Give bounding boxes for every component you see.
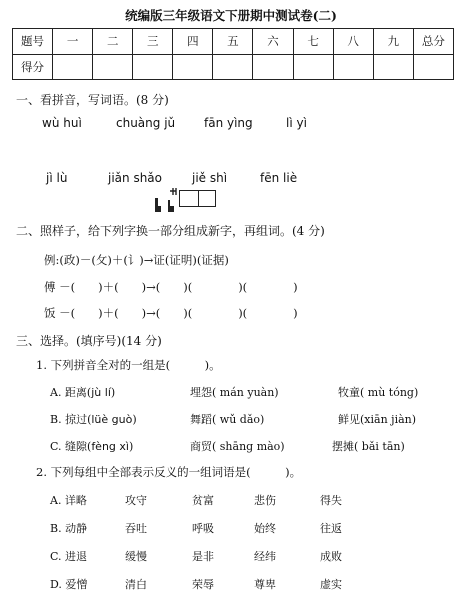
word-option: 尊卑 [254, 578, 276, 591]
option-pinyin: fèng xì [91, 440, 129, 453]
score-header-cell: 七 [293, 29, 333, 55]
score-input-cell[interactable] [333, 54, 373, 80]
option-a [50, 384, 115, 400]
score-header-cell: 题号 [13, 29, 53, 55]
option-c [50, 438, 133, 454]
pinyin-prompt: jiě shì [192, 171, 228, 185]
word-option: D. 爱憎 [50, 578, 88, 591]
option-label: B. 掠过( [50, 413, 92, 426]
option-b [50, 411, 137, 427]
option-b-word2: 舞蹈( wǔ dǎo) [190, 413, 265, 426]
score-input-cell[interactable] [293, 54, 333, 80]
score-input-cell[interactable] [133, 54, 173, 80]
score-input-cell[interactable] [373, 54, 413, 80]
page-title: 统编版三年级语文下册期中测试卷(二) [125, 8, 337, 23]
option-label: A. 距离( [50, 386, 92, 399]
word-option: 荣辱 [192, 578, 214, 591]
word-option: 始终 [254, 522, 276, 535]
word-option: 虚实 [320, 578, 342, 591]
score-table-score-row [13, 54, 454, 80]
word-option: 呼吸 [192, 522, 214, 535]
option-close: ) [128, 440, 134, 453]
section2-heading: 二、照样子，给下列字换一部分组成新字，再组词。(4 分) [16, 224, 325, 238]
score-input-cell[interactable] [253, 54, 293, 80]
section1-heading: 一、看拼音，写词语。(8 分) [16, 93, 169, 107]
score-header-cell: 总分 [413, 29, 453, 55]
pinyin-prompt: jiǎn shǎo [108, 171, 162, 185]
word-option: 是非 [192, 550, 214, 563]
score-header-cell: 九 [373, 29, 413, 55]
score-input-cell[interactable] [213, 54, 253, 80]
score-header-cell: 四 [173, 29, 213, 55]
word-option: 吞吐 [125, 522, 147, 535]
word-option: 缓慢 [125, 550, 147, 563]
score-header-cell: 六 [253, 29, 293, 55]
score-table [12, 28, 454, 80]
word-option: 得失 [320, 494, 342, 507]
writing-grid-box[interactable] [179, 190, 216, 207]
question-stem: 2. 下列每组中全部表示反义的一组词语是( )。 [36, 465, 302, 479]
word-option: 悲伤 [254, 494, 276, 507]
option-close: ) [132, 413, 137, 426]
pinyin-prompt: lì yì [286, 116, 307, 130]
word-option: 经纬 [254, 550, 276, 563]
option-a-word2: 埋怨( mán yuàn) [190, 386, 279, 399]
option-pinyin: lüè guò [91, 413, 133, 426]
exercise-line: 饭 －( )＋( )→( )( )( ) [44, 306, 298, 320]
image-fragment-mark [154, 186, 180, 214]
question-stem: 1. 下列拼音全对的一组是( )。 [36, 358, 221, 372]
pinyin-prompt: fān yìng [204, 116, 253, 130]
pinyin-prompt: chuàng jǔ [116, 116, 176, 130]
option-c-word3: 摆摊( bǎi tān) [332, 440, 405, 453]
word-option: 往返 [320, 522, 342, 535]
score-header-cell: 一 [53, 29, 93, 55]
option-label: C. 缝隙( [50, 440, 92, 453]
word-option: 攻守 [125, 494, 147, 507]
score-header-cell: 三 [133, 29, 173, 55]
score-input-cell[interactable] [93, 54, 133, 80]
score-header-cell: 八 [333, 29, 373, 55]
exercise-line: 傅 －( )＋( )→( )( )( ) [44, 280, 298, 294]
score-header-cell: 二 [93, 29, 133, 55]
section3-heading: 三、选择。(填序号)(14 分) [16, 334, 162, 348]
example-line: 例:(政)－(攵)＋(讠)→证(证明)(证据) [44, 253, 229, 267]
word-option: C. 进退 [50, 550, 88, 563]
pinyin-prompt: wù huì [42, 116, 82, 130]
option-b-word3: 鲜见(xiān jiàn) [338, 413, 417, 426]
word-option: 清白 [125, 578, 147, 591]
score-input-cell[interactable] [173, 54, 213, 80]
word-option: 贫富 [192, 494, 214, 507]
pinyin-prompt: fēn liè [260, 171, 298, 185]
option-c-word2: 商贸( shāng mào) [190, 440, 285, 453]
pinyin-prompt: jì lù [46, 171, 68, 185]
option-close: ) [110, 386, 116, 399]
word-option: 成败 [320, 550, 342, 563]
option-pinyin: jù lí [91, 386, 111, 399]
score-table-header-row [13, 29, 454, 55]
score-header-cell: 五 [213, 29, 253, 55]
score-row-label: 得分 [13, 54, 53, 80]
word-option: A. 详略 [50, 494, 87, 507]
word-option: B. 动静 [50, 522, 88, 535]
option-a-word3: 牧童( mù tóng) [338, 386, 419, 399]
score-input-cell[interactable] [413, 54, 453, 80]
score-input-cell[interactable] [53, 54, 93, 80]
